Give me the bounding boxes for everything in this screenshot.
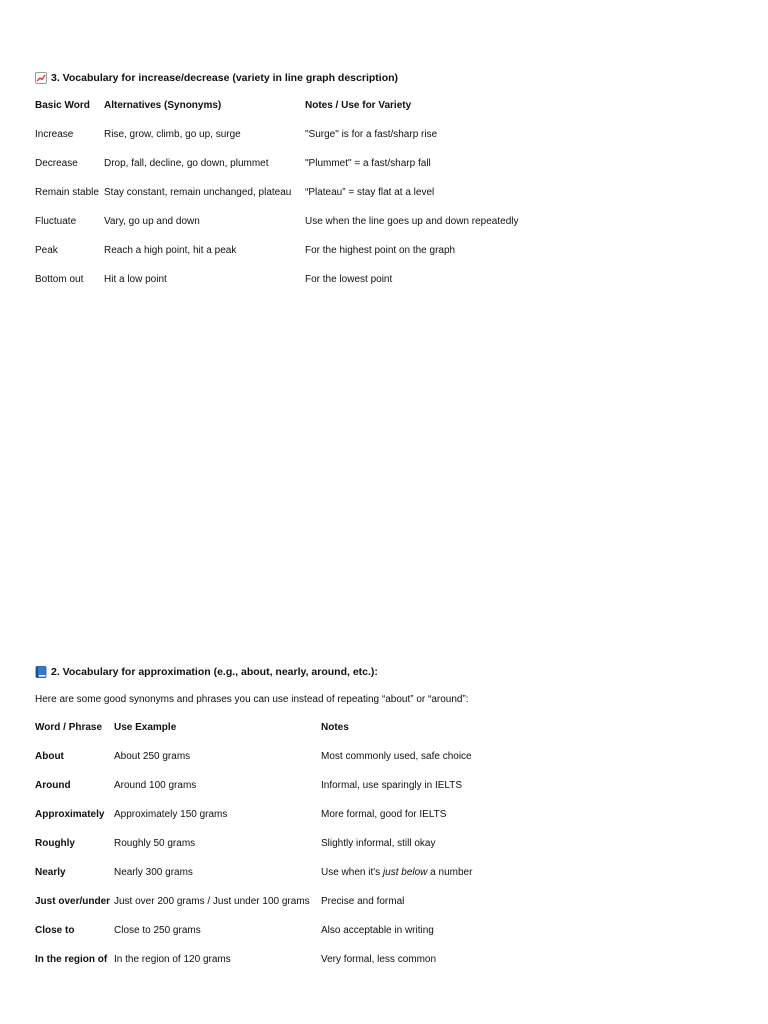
column-header: Notes <box>321 722 349 733</box>
section-heading <box>35 70 735 86</box>
table-row <box>35 178 605 207</box>
blue-book-icon <box>35 666 47 678</box>
intro-text: Here are some good synonyms and phrases you can use instead of repeating “about” or “around”: <box>35 694 469 705</box>
note-text-after: a number <box>427 867 473 878</box>
example-cell: Roughly 50 grams <box>114 838 196 849</box>
column-header: Alternatives (Synonyms) <box>104 100 222 111</box>
table-row <box>35 265 605 294</box>
example-cell: In the region of 120 grams <box>114 954 231 965</box>
basic-word-cell: Decrease <box>35 158 78 169</box>
phrase-cell: In the region of <box>35 954 108 965</box>
table-row <box>35 829 621 858</box>
section-title: 2. Vocabulary for approximation (e.g., about, nearly, around, etc.): <box>51 666 378 678</box>
table-row <box>35 207 605 236</box>
table-row <box>35 149 605 178</box>
alternatives-cell: Hit a low point <box>104 274 167 285</box>
notes-cell: Slightly informal, still okay <box>321 838 436 849</box>
notes-cell: For the highest point on the graph <box>305 245 456 256</box>
example-cell: Nearly 300 grams <box>114 867 193 878</box>
notes-cell <box>321 858 621 887</box>
notes-cell: For the lowest point <box>305 274 393 285</box>
column-header: Notes / Use for Variety <box>305 100 412 111</box>
example-cell: Approximately 150 grams <box>114 809 228 820</box>
example-cell: Close to 250 grams <box>114 925 201 936</box>
notes-cell: “Plateau” = stay flat at a level <box>305 187 435 198</box>
example-cell: Just over 200 grams / Just under 100 grams <box>114 896 310 907</box>
basic-word-cell: Increase <box>35 129 74 140</box>
phrase-cell: Nearly <box>35 867 66 878</box>
example-cell: Around 100 grams <box>114 780 197 791</box>
phrase-cell: Just over/under <box>35 896 111 907</box>
notes-cell: Informal, use sparingly in IELTS <box>321 780 462 791</box>
table-row <box>35 945 621 974</box>
notes-cell: "Plummet" = a fast/sharp fall <box>305 158 431 169</box>
notes-cell: Use when the line goes up and down repeatedly <box>305 216 519 227</box>
basic-word-cell: Remain stable <box>35 187 99 198</box>
chart-increasing-icon <box>35 72 47 84</box>
phrase-cell: Close to <box>35 925 75 936</box>
alternatives-cell: Vary, go up and down <box>104 216 200 227</box>
example-cell: About 250 grams <box>114 751 191 762</box>
basic-word-cell: Fluctuate <box>35 216 77 227</box>
section-heading <box>35 664 735 680</box>
note-text-before: Use when it's <box>321 867 383 878</box>
basic-word-cell: Bottom out <box>35 274 84 285</box>
column-header: Basic Word <box>35 100 90 111</box>
basic-word-cell: Peak <box>35 245 58 256</box>
section-increase-decrease <box>35 70 735 294</box>
table-row <box>35 236 605 265</box>
table-row <box>35 742 621 771</box>
notes-cell: "Surge" is for a fast/sharp rise <box>305 129 438 140</box>
notes-cell: Also acceptable in writing <box>321 925 434 936</box>
alternatives-cell: Reach a high point, hit a peak <box>104 245 237 256</box>
notes-cell: Most commonly used, safe choice <box>321 751 472 762</box>
alternatives-cell: Rise, grow, climb, go up, surge <box>104 129 241 140</box>
table-row <box>35 800 621 829</box>
table-header-row <box>35 713 621 742</box>
notes-cell: Very formal, less common <box>321 954 437 965</box>
table-header-row <box>35 91 605 120</box>
section-title: 3. Vocabulary for increase/decrease (variety in line graph description) <box>51 72 399 84</box>
column-header: Word / Phrase <box>35 722 103 733</box>
table-row <box>35 887 621 916</box>
approximation-table <box>35 713 621 974</box>
alternatives-cell: Drop, fall, decline, go down, plummet <box>104 158 269 169</box>
notes-cell: More formal, good for IELTS <box>321 809 447 820</box>
increase-decrease-table <box>35 91 605 294</box>
table-row <box>35 916 621 945</box>
phrase-cell: Around <box>35 780 71 791</box>
notes-cell: Precise and formal <box>321 896 405 907</box>
section-approximation <box>35 664 735 974</box>
phrase-cell: About <box>35 751 64 762</box>
column-header: Use Example <box>114 722 177 733</box>
table-row <box>35 771 621 800</box>
table-row <box>35 120 605 149</box>
note-emphasis: just below <box>382 867 428 878</box>
phrase-cell: Approximately <box>35 809 105 820</box>
phrase-cell: Roughly <box>35 838 75 849</box>
alternatives-cell: Stay constant, remain unchanged, plateau <box>104 187 292 198</box>
table-row <box>35 858 621 887</box>
